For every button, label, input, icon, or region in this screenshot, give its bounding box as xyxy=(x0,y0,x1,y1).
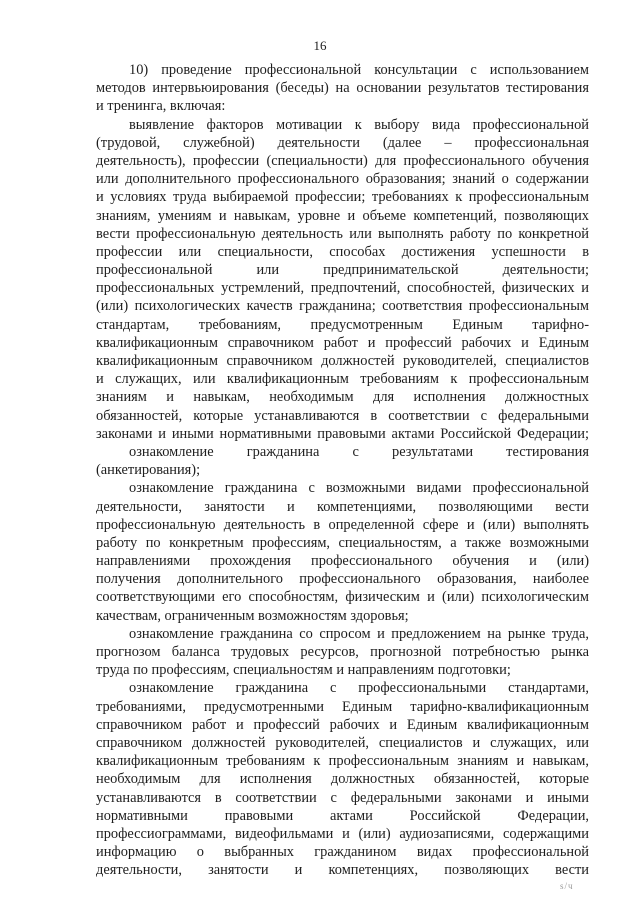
text-line: знаниям и навыкам, необходимым для исполнения должностных xyxy=(96,389,589,406)
text-line: профессиональную деятельность в определенной сфере и (или) выполнять xyxy=(96,516,589,533)
text-line: работу по конкретным профессиям, специальностям, а также возможными xyxy=(96,534,589,551)
text-line: квалификационным справочником работ и профессий рабочих и Единым xyxy=(96,334,589,351)
text-line: стандартам, требованиям, предусмотренным Единым тарифно- xyxy=(96,316,589,333)
text-line: законами и иными нормативными правовыми актами Российской Федерации; xyxy=(96,425,589,442)
text-line: соответствующими его способностям, физическим и (или) психологическим xyxy=(96,589,589,606)
text-line: профессиограммами, видеофильмами и (или) аудиозаписями, содержащими xyxy=(96,825,589,842)
document-body xyxy=(96,61,589,879)
text-line: выявление факторов мотивации к выбору вида профессиональной xyxy=(129,116,589,133)
text-line: нормативными правовыми актами Российской Федерации, xyxy=(96,807,589,824)
text-line: труда по профессиям, специальностям и направлениям подготовки; xyxy=(96,662,511,679)
text-line: ознакомление гражданина со спросом и предложением на рынке труда, xyxy=(129,625,589,642)
text-line: ознакомление гражданина с профессиональными стандартами, xyxy=(129,680,589,697)
text-line: или дополнительного профессионального образования; знаний о содержании xyxy=(96,171,589,188)
page-number: 16 xyxy=(313,38,327,53)
text-line: устанавливаются в соответствии с федеральными законами и иными xyxy=(96,789,589,806)
text-line: направлениями прохождения профессионального обучения и (или) xyxy=(96,553,589,570)
corner-mark: ѕ/ч xyxy=(560,881,574,891)
text-line: справочником должностей руководителей, специалистов и служащих, или xyxy=(96,734,589,751)
text-line: обязанностей, которые устанавливаются в соответствии с федеральными xyxy=(96,407,589,424)
text-line: информацию о выбранных гражданином видах профессиональной xyxy=(96,844,589,861)
text-line: (анкетирования); xyxy=(96,462,201,479)
text-line: и условиях труда выбираемой профессии; требованиях к профессиональным xyxy=(96,189,589,206)
text-line: качествам, ограниченным возможностям здоровья; xyxy=(96,607,409,624)
text-line: требованиями, предусмотренными Единым тарифно-квалификационным xyxy=(96,698,589,715)
text-line: деятельности, занятости и компетенциями, позволяющими вести xyxy=(96,498,589,515)
text-line: методов интервьюирования (беседы) на основании результатов тестирования xyxy=(96,80,589,97)
text-line: вести профессиональную деятельность или выполнять работу по конкретной xyxy=(96,225,589,242)
text-line: квалификационным справочником должностей руководителей, специалистов xyxy=(96,353,589,369)
text-line: профессиональных устремлений, предпочтений, способностей, физических и xyxy=(96,280,589,297)
text-line: и служащих, или квалификационным требованиям к профессиональным xyxy=(96,371,589,388)
text-line: справочником работ и профессий рабочих и Единым квалификационным xyxy=(96,716,589,733)
text-line: прогнозом баланса трудовых ресурсов, прогнозной потребностью рынка xyxy=(96,644,589,660)
text-line: ознакомление гражданина с результатами тестирования xyxy=(129,443,589,460)
text-line: получения дополнительного профессионального образования, наиболее xyxy=(96,571,589,588)
text-line: профессии или специальности, способах достижения успешности в xyxy=(96,243,589,260)
text-line: знаниям, умениям и навыкам, уровне и объеме компетенций, позволяющих xyxy=(96,207,589,224)
text-line: (трудовой, служебной) деятельности (далее – профессиональная xyxy=(96,134,589,151)
text-line: деятельности, занятости и компетенциях, позволяющих вести xyxy=(96,862,589,879)
text-line: деятельность), профессии (специальности) для профессионального обучения xyxy=(96,152,589,169)
text-line: (или) психологических качеств гражданина; соответствия профессиональным xyxy=(96,298,589,315)
text-line: профессиональной или предпринимательской деятельности; xyxy=(96,262,589,279)
text-line: ознакомление гражданина с возможными видами профессиональной xyxy=(129,480,589,497)
text-line: и тренинга, включая: xyxy=(96,98,226,115)
text-line: 10) проведение профессиональной консультации с использованием xyxy=(129,62,589,78)
text-line: квалификационным требованиям к профессиональным знаниям и навыкам, xyxy=(96,753,589,770)
text-line: необходимым для исполнения должностных обязанностей, которые xyxy=(96,771,589,788)
